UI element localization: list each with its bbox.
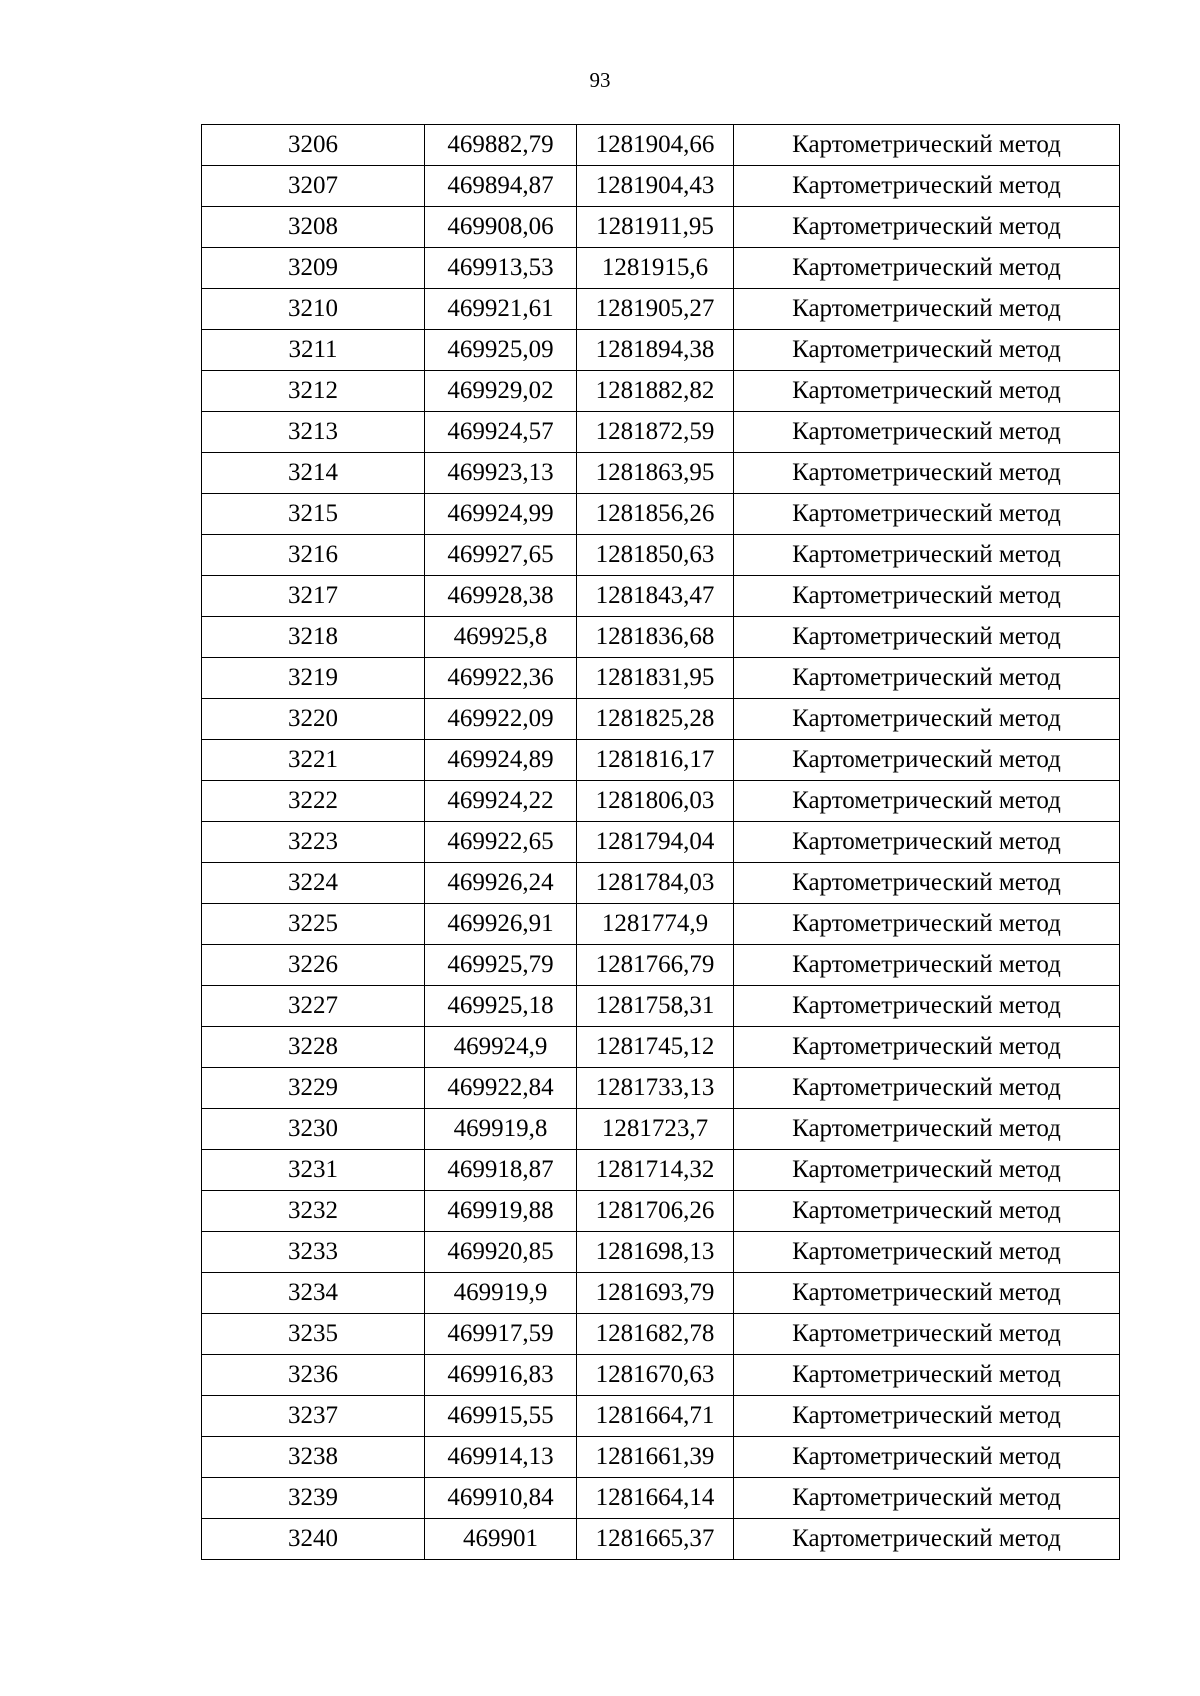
x-coordinate-cell: 469920,85 <box>425 1232 577 1273</box>
y-coordinate-cell: 1281806,03 <box>577 781 734 822</box>
point-number-cell: 3218 <box>202 617 425 658</box>
method-cell: Картометрический метод <box>734 371 1120 412</box>
table-row <box>202 125 1120 166</box>
page-number: 93 <box>589 68 611 92</box>
table-row <box>202 699 1120 740</box>
x-coordinate-cell: 469924,89 <box>425 740 577 781</box>
y-coordinate-cell: 1281706,26 <box>577 1191 734 1232</box>
method-cell: Картометрический метод <box>734 535 1120 576</box>
point-number-cell: 3226 <box>202 945 425 986</box>
y-coordinate-cell: 1281758,31 <box>577 986 734 1027</box>
y-coordinate-cell: 1281904,43 <box>577 166 734 207</box>
method-cell: Картометрический метод <box>734 986 1120 1027</box>
y-coordinate-cell: 1281882,82 <box>577 371 734 412</box>
x-coordinate-cell: 469901 <box>425 1519 577 1560</box>
method-cell: Картометрический метод <box>734 1478 1120 1519</box>
y-coordinate-cell: 1281682,78 <box>577 1314 734 1355</box>
point-number-cell: 3237 <box>202 1396 425 1437</box>
point-number-cell: 3236 <box>202 1355 425 1396</box>
table-row <box>202 740 1120 781</box>
table-row <box>202 494 1120 535</box>
x-coordinate-cell: 469928,38 <box>425 576 577 617</box>
point-number-cell: 3217 <box>202 576 425 617</box>
x-coordinate-cell: 469916,83 <box>425 1355 577 1396</box>
table-row <box>202 1068 1120 1109</box>
x-coordinate-cell: 469924,22 <box>425 781 577 822</box>
point-number-cell: 3240 <box>202 1519 425 1560</box>
y-coordinate-cell: 1281911,95 <box>577 207 734 248</box>
method-cell: Картометрический метод <box>734 1150 1120 1191</box>
y-coordinate-cell: 1281836,68 <box>577 617 734 658</box>
method-cell: Картометрический метод <box>734 781 1120 822</box>
y-coordinate-cell: 1281905,27 <box>577 289 734 330</box>
point-number-cell: 3210 <box>202 289 425 330</box>
point-number-cell: 3213 <box>202 412 425 453</box>
table-row <box>202 289 1120 330</box>
point-number-cell: 3225 <box>202 904 425 945</box>
y-coordinate-cell: 1281698,13 <box>577 1232 734 1273</box>
method-cell: Картометрический метод <box>734 945 1120 986</box>
point-number-cell: 3214 <box>202 453 425 494</box>
point-number-cell: 3215 <box>202 494 425 535</box>
method-cell: Картометрический метод <box>734 1314 1120 1355</box>
x-coordinate-cell: 469908,06 <box>425 207 577 248</box>
coordinates-table <box>201 124 1120 1560</box>
x-coordinate-cell: 469926,24 <box>425 863 577 904</box>
x-coordinate-cell: 469922,65 <box>425 822 577 863</box>
method-cell: Картометрический метод <box>734 166 1120 207</box>
method-cell: Картометрический метод <box>734 904 1120 945</box>
method-cell: Картометрический метод <box>734 863 1120 904</box>
table-row <box>202 1519 1120 1560</box>
point-number-cell: 3221 <box>202 740 425 781</box>
method-cell: Картометрический метод <box>734 1437 1120 1478</box>
y-coordinate-cell: 1281693,79 <box>577 1273 734 1314</box>
y-coordinate-cell: 1281664,71 <box>577 1396 734 1437</box>
point-number-cell: 3238 <box>202 1437 425 1478</box>
method-cell: Картометрический метод <box>734 125 1120 166</box>
y-coordinate-cell: 1281766,79 <box>577 945 734 986</box>
point-number-cell: 3220 <box>202 699 425 740</box>
table-row <box>202 986 1120 1027</box>
x-coordinate-cell: 469922,84 <box>425 1068 577 1109</box>
y-coordinate-cell: 1281915,6 <box>577 248 734 289</box>
method-cell: Картометрический метод <box>734 617 1120 658</box>
x-coordinate-cell: 469922,36 <box>425 658 577 699</box>
table-row <box>202 166 1120 207</box>
method-cell: Картометрический метод <box>734 494 1120 535</box>
x-coordinate-cell: 469921,61 <box>425 289 577 330</box>
table-row <box>202 1314 1120 1355</box>
method-cell: Картометрический метод <box>734 740 1120 781</box>
y-coordinate-cell: 1281665,37 <box>577 1519 734 1560</box>
y-coordinate-cell: 1281904,66 <box>577 125 734 166</box>
point-number-cell: 3239 <box>202 1478 425 1519</box>
table-row <box>202 1150 1120 1191</box>
table-row <box>202 1232 1120 1273</box>
table-row <box>202 207 1120 248</box>
table-row <box>202 330 1120 371</box>
method-cell: Картометрический метод <box>734 1273 1120 1314</box>
table-row <box>202 412 1120 453</box>
table-row <box>202 453 1120 494</box>
method-cell: Картометрический метод <box>734 412 1120 453</box>
method-cell: Картометрический метод <box>734 1109 1120 1150</box>
point-number-cell: 3229 <box>202 1068 425 1109</box>
point-number-cell: 3219 <box>202 658 425 699</box>
x-coordinate-cell: 469927,65 <box>425 535 577 576</box>
y-coordinate-cell: 1281825,28 <box>577 699 734 740</box>
method-cell: Картометрический метод <box>734 1027 1120 1068</box>
y-coordinate-cell: 1281774,9 <box>577 904 734 945</box>
table-row <box>202 904 1120 945</box>
table-row <box>202 1396 1120 1437</box>
y-coordinate-cell: 1281894,38 <box>577 330 734 371</box>
point-number-cell: 3206 <box>202 125 425 166</box>
point-number-cell: 3208 <box>202 207 425 248</box>
x-coordinate-cell: 469925,8 <box>425 617 577 658</box>
method-cell: Картометрический метод <box>734 699 1120 740</box>
x-coordinate-cell: 469929,02 <box>425 371 577 412</box>
method-cell: Картометрический метод <box>734 658 1120 699</box>
method-cell: Картометрический метод <box>734 1068 1120 1109</box>
y-coordinate-cell: 1281784,03 <box>577 863 734 904</box>
table-row <box>202 1273 1120 1314</box>
point-number-cell: 3231 <box>202 1150 425 1191</box>
x-coordinate-cell: 469918,87 <box>425 1150 577 1191</box>
x-coordinate-cell: 469925,09 <box>425 330 577 371</box>
point-number-cell: 3222 <box>202 781 425 822</box>
method-cell: Картометрический метод <box>734 1232 1120 1273</box>
x-coordinate-cell: 469922,09 <box>425 699 577 740</box>
table-row <box>202 822 1120 863</box>
x-coordinate-cell: 469926,91 <box>425 904 577 945</box>
x-coordinate-cell: 469925,18 <box>425 986 577 1027</box>
x-coordinate-cell: 469913,53 <box>425 248 577 289</box>
point-number-cell: 3209 <box>202 248 425 289</box>
y-coordinate-cell: 1281714,32 <box>577 1150 734 1191</box>
y-coordinate-cell: 1281794,04 <box>577 822 734 863</box>
y-coordinate-cell: 1281850,63 <box>577 535 734 576</box>
method-cell: Картометрический метод <box>734 1519 1120 1560</box>
table-row <box>202 371 1120 412</box>
point-number-cell: 3233 <box>202 1232 425 1273</box>
y-coordinate-cell: 1281733,13 <box>577 1068 734 1109</box>
table-row <box>202 1109 1120 1150</box>
table-row <box>202 248 1120 289</box>
coordinates-table-body <box>202 125 1120 1560</box>
method-cell: Картометрический метод <box>734 1191 1120 1232</box>
point-number-cell: 3235 <box>202 1314 425 1355</box>
x-coordinate-cell: 469917,59 <box>425 1314 577 1355</box>
method-cell: Картометрический метод <box>734 1396 1120 1437</box>
point-number-cell: 3207 <box>202 166 425 207</box>
x-coordinate-cell: 469924,9 <box>425 1027 577 1068</box>
y-coordinate-cell: 1281723,7 <box>577 1109 734 1150</box>
y-coordinate-cell: 1281872,59 <box>577 412 734 453</box>
y-coordinate-cell: 1281843,47 <box>577 576 734 617</box>
method-cell: Картометрический метод <box>734 207 1120 248</box>
y-coordinate-cell: 1281670,63 <box>577 1355 734 1396</box>
table-row <box>202 576 1120 617</box>
method-cell: Картометрический метод <box>734 576 1120 617</box>
table-row <box>202 617 1120 658</box>
x-coordinate-cell: 469923,13 <box>425 453 577 494</box>
y-coordinate-cell: 1281664,14 <box>577 1478 734 1519</box>
y-coordinate-cell: 1281863,95 <box>577 453 734 494</box>
y-coordinate-cell: 1281661,39 <box>577 1437 734 1478</box>
table-row <box>202 863 1120 904</box>
table-row <box>202 1355 1120 1396</box>
table-row <box>202 1437 1120 1478</box>
y-coordinate-cell: 1281745,12 <box>577 1027 734 1068</box>
method-cell: Картометрический метод <box>734 1355 1120 1396</box>
point-number-cell: 3228 <box>202 1027 425 1068</box>
y-coordinate-cell: 1281856,26 <box>577 494 734 535</box>
method-cell: Картометрический метод <box>734 289 1120 330</box>
x-coordinate-cell: 469924,57 <box>425 412 577 453</box>
x-coordinate-cell: 469915,55 <box>425 1396 577 1437</box>
x-coordinate-cell: 469919,8 <box>425 1109 577 1150</box>
method-cell: Картометрический метод <box>734 248 1120 289</box>
table-row <box>202 1191 1120 1232</box>
table-row <box>202 535 1120 576</box>
table-row <box>202 1027 1120 1068</box>
x-coordinate-cell: 469910,84 <box>425 1478 577 1519</box>
table-row <box>202 781 1120 822</box>
x-coordinate-cell: 469919,9 <box>425 1273 577 1314</box>
point-number-cell: 3224 <box>202 863 425 904</box>
x-coordinate-cell: 469924,99 <box>425 494 577 535</box>
table-row <box>202 1478 1120 1519</box>
x-coordinate-cell: 469882,79 <box>425 125 577 166</box>
y-coordinate-cell: 1281816,17 <box>577 740 734 781</box>
point-number-cell: 3216 <box>202 535 425 576</box>
table-row <box>202 658 1120 699</box>
x-coordinate-cell: 469894,87 <box>425 166 577 207</box>
method-cell: Картометрический метод <box>734 453 1120 494</box>
x-coordinate-cell: 469914,13 <box>425 1437 577 1478</box>
point-number-cell: 3230 <box>202 1109 425 1150</box>
method-cell: Картометрический метод <box>734 822 1120 863</box>
point-number-cell: 3212 <box>202 371 425 412</box>
point-number-cell: 3232 <box>202 1191 425 1232</box>
y-coordinate-cell: 1281831,95 <box>577 658 734 699</box>
point-number-cell: 3211 <box>202 330 425 371</box>
table-row <box>202 945 1120 986</box>
point-number-cell: 3223 <box>202 822 425 863</box>
point-number-cell: 3227 <box>202 986 425 1027</box>
method-cell: Картометрический метод <box>734 330 1120 371</box>
x-coordinate-cell: 469925,79 <box>425 945 577 986</box>
point-number-cell: 3234 <box>202 1273 425 1314</box>
x-coordinate-cell: 469919,88 <box>425 1191 577 1232</box>
